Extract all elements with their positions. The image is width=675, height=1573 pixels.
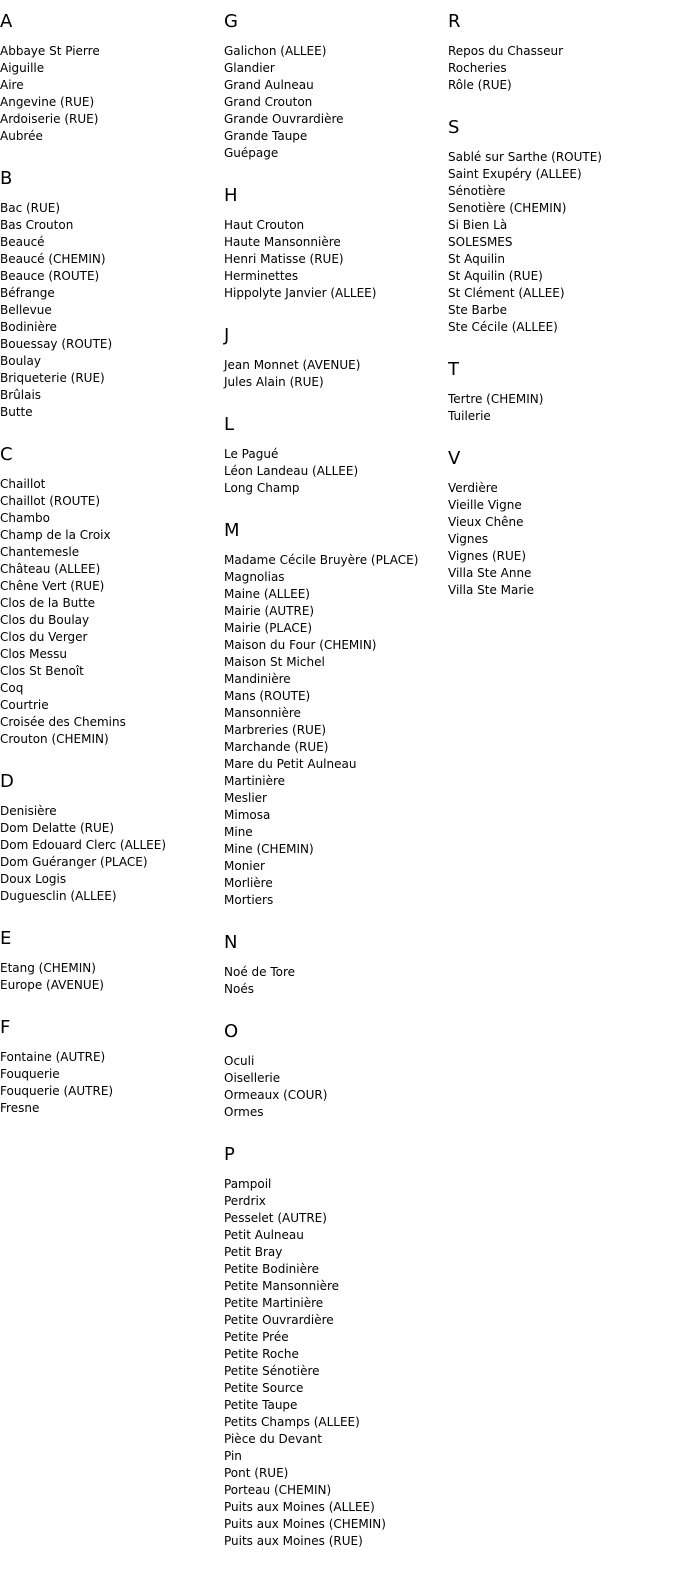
street-name: Denisière: [0, 804, 57, 818]
street-name: Petite Martinière: [224, 1296, 324, 1310]
street-name: Petite Bodinière: [224, 1262, 320, 1276]
street-name: Oculi: [224, 1054, 255, 1068]
street-name: Maison St Michel: [224, 655, 325, 669]
street-name: Noé de Tore: [224, 965, 296, 979]
street-name: Briqueterie (RUE): [0, 371, 105, 385]
street-name: Rocheries: [448, 61, 507, 75]
street-list: [0, 190, 224, 433]
street-name: Fouquerie: [0, 1067, 60, 1081]
street-name: Sablé sur Sarthe (ROUTE): [448, 150, 602, 164]
section-letter-heading: G: [224, 11, 238, 32]
letter-section: [448, 106, 675, 348]
letter-section: [0, 433, 224, 760]
street-name: Angevine (RUE): [0, 95, 95, 109]
street-index-column-2: [224, 0, 448, 1562]
street-name: Puits aux Moines (CHEMIN): [224, 1517, 386, 1531]
street-list: [0, 466, 224, 760]
street-name: Grand Aulneau: [224, 78, 314, 92]
section-letter-heading: J: [224, 325, 230, 346]
street-name: Europe (AVENUE): [0, 978, 104, 992]
letter-section: [448, 0, 675, 106]
street-name: Marchande (RUE): [224, 740, 329, 754]
street-name: Ste Barbe: [448, 303, 508, 317]
street-name: Vignes: [448, 532, 489, 546]
section-letter-heading: R: [448, 11, 461, 32]
street-list: [224, 436, 448, 509]
street-name: Perdrix: [224, 1194, 266, 1208]
street-list: [224, 542, 448, 921]
street-name: Guépage: [224, 146, 279, 160]
street-list: [224, 1166, 448, 1562]
street-name: Petite Taupe: [224, 1398, 298, 1412]
street-name: Clos St Benoît: [0, 664, 84, 678]
street-name: Clos du Boulay: [0, 613, 90, 627]
street-list: [224, 347, 448, 403]
street-name: Crouton (CHEMIN): [0, 732, 109, 746]
street-name: St Aquilin: [448, 252, 505, 266]
street-name: Tuilerie: [448, 409, 491, 423]
street-name: Meslier: [224, 791, 267, 805]
letter-section: [224, 314, 448, 403]
section-letter-heading: A: [0, 11, 13, 32]
street-name: Béfrange: [0, 286, 55, 300]
street-name: Ormes: [224, 1105, 264, 1119]
street-name: Chaillot: [0, 477, 46, 491]
street-name: Bac (RUE): [0, 201, 61, 215]
street-name: Grande Taupe: [224, 129, 308, 143]
section-letter-heading: S: [448, 117, 460, 138]
letter-section: [0, 917, 224, 1006]
street-name: Fresne: [0, 1101, 40, 1115]
street-name: Abbaye St Pierre: [0, 44, 100, 58]
street-name: Bodinière: [0, 320, 57, 334]
street-name: Petits Champs (ALLEE): [224, 1415, 360, 1429]
street-name: Clos Messu: [0, 647, 67, 661]
street-index-column-1: [0, 0, 224, 1129]
street-name: Chaillot (ROUTE): [0, 494, 101, 508]
street-name: Duguesclin (ALLEE): [0, 889, 117, 903]
street-name: Morlière: [224, 876, 273, 890]
street-list: [224, 33, 448, 174]
street-name: Le Pagué: [224, 447, 279, 461]
street-list: [448, 139, 675, 348]
section-letter-heading: H: [224, 185, 238, 206]
street-name: Chantemesle: [0, 545, 80, 559]
street-name: Fouquerie (AUTRE): [0, 1084, 114, 1098]
street-name: SOLESMES: [448, 235, 513, 249]
letter-section: [224, 1010, 448, 1133]
street-name: Mine: [224, 825, 253, 839]
street-name: Verdière: [448, 481, 498, 495]
street-name: Fontaine (AUTRE): [0, 1050, 106, 1064]
section-letter-heading: C: [0, 444, 13, 465]
section-letter-heading: D: [0, 771, 14, 792]
street-list: [224, 954, 448, 1010]
section-letter-heading: F: [0, 1017, 11, 1038]
street-name: Petite Roche: [224, 1347, 299, 1361]
street-name: Tertre (CHEMIN): [448, 392, 544, 406]
section-letter-heading: P: [224, 1144, 235, 1165]
letter-section: [448, 348, 675, 437]
street-name: Jules Alain (RUE): [224, 375, 324, 389]
street-name: Chambo: [0, 511, 50, 525]
street-name: Aire: [0, 78, 24, 92]
letter-section: [0, 1006, 224, 1129]
street-list: [448, 470, 675, 611]
letter-section: [0, 157, 224, 433]
street-name: Doux Logis: [0, 872, 67, 886]
street-name: Oisellerie: [224, 1071, 281, 1085]
street-name: Puits aux Moines (RUE): [224, 1534, 363, 1548]
street-name: Léon Landeau (ALLEE): [224, 464, 359, 478]
street-list: [0, 33, 224, 157]
street-list: [224, 1043, 448, 1133]
street-name: Villa Ste Marie: [448, 583, 534, 597]
street-name: Henri Matisse (RUE): [224, 252, 344, 266]
street-name: Noés: [224, 982, 254, 996]
section-letter-heading: O: [224, 1021, 239, 1042]
letter-section: [224, 403, 448, 509]
street-name: Jean Monnet (AVENUE): [224, 358, 361, 372]
street-list: [224, 207, 448, 314]
street-name: Mansonnière: [224, 706, 301, 720]
section-letter-heading: E: [0, 928, 12, 949]
street-name: Dom Delatte (RUE): [0, 821, 115, 835]
letter-section: [224, 509, 448, 921]
street-list: [448, 381, 675, 437]
street-name: Rôle (RUE): [448, 78, 512, 92]
street-name: Mairie (PLACE): [224, 621, 313, 635]
street-name: Maison du Four (CHEMIN): [224, 638, 377, 652]
section-letter-heading: L: [224, 414, 235, 435]
street-name: Herminettes: [224, 269, 299, 283]
street-name: Vignes (RUE): [448, 549, 527, 563]
street-name: Marbreries (RUE): [224, 723, 327, 737]
letter-section: [0, 0, 224, 157]
street-name: Bouessay (ROUTE): [0, 337, 113, 351]
street-name: Haute Mansonnière: [224, 235, 341, 249]
street-name: Courtrie: [0, 698, 49, 712]
street-name: Puits aux Moines (ALLEE): [224, 1500, 375, 1514]
street-name: Vieux Chêne: [448, 515, 524, 529]
street-name: Petite Ouvrardière: [224, 1313, 334, 1327]
street-name: Sénotière: [448, 184, 506, 198]
street-name: Mandinière: [224, 672, 291, 686]
street-name: Pièce du Devant: [224, 1432, 322, 1446]
street-name: Petite Mansonnière: [224, 1279, 340, 1293]
street-name: Bas Crouton: [0, 218, 74, 232]
street-name: St Aquilin (RUE): [448, 269, 543, 283]
letter-section: [224, 0, 448, 174]
street-name: Mine (CHEMIN): [224, 842, 314, 856]
street-name: Mortiers: [224, 893, 274, 907]
section-letter-heading: T: [448, 359, 459, 380]
street-name: Monier: [224, 859, 265, 873]
street-name: Etang (CHEMIN): [0, 961, 96, 975]
street-name: Champ de la Croix: [0, 528, 111, 542]
street-name: Petite Sénotière: [224, 1364, 320, 1378]
street-name: Si Bien Là: [448, 218, 508, 232]
street-name: Saint Exupéry (ALLEE): [448, 167, 582, 181]
street-name: Mans (ROUTE): [224, 689, 311, 703]
street-name: Ste Cécile (ALLEE): [448, 320, 558, 334]
street-name: Clos de la Butte: [0, 596, 96, 610]
letter-section: [224, 174, 448, 314]
street-name: Mairie (AUTRE): [224, 604, 315, 618]
street-name: Glandier: [224, 61, 275, 75]
letter-section: [448, 437, 675, 611]
street-name: Madame Cécile Bruyère (PLACE): [224, 553, 419, 567]
street-name: Vieille Vigne: [448, 498, 522, 512]
street-name: Ardoiserie (RUE): [0, 112, 99, 126]
letter-section: [224, 1133, 448, 1562]
street-name: Grand Crouton: [224, 95, 313, 109]
street-name: Butte: [0, 405, 33, 419]
street-name: Boulay: [0, 354, 41, 368]
street-name: Dom Guéranger (PLACE): [0, 855, 148, 869]
street-name: Clos du Verger: [0, 630, 88, 644]
street-name: Coq: [0, 681, 24, 695]
street-name: Porteau (CHEMIN): [224, 1483, 332, 1497]
street-name: Petit Aulneau: [224, 1228, 304, 1242]
street-name: Galichon (ALLEE): [224, 44, 327, 58]
street-name: Martinière: [224, 774, 286, 788]
street-name: Beaucé (CHEMIN): [0, 252, 106, 266]
street-name: Beauce (ROUTE): [0, 269, 100, 283]
street-name: Petite Prée: [224, 1330, 289, 1344]
street-list: [0, 793, 224, 917]
section-letter-heading: N: [224, 932, 238, 953]
street-name: Croisée des Chemins: [0, 715, 126, 729]
street-name: Beaucé: [0, 235, 45, 249]
street-index-column-3: [448, 0, 675, 611]
street-list: [0, 950, 224, 1006]
letter-section: [0, 760, 224, 917]
section-letter-heading: V: [448, 448, 461, 469]
street-name: Senotière (CHEMIN): [448, 201, 567, 215]
street-name: Pont (RUE): [224, 1466, 289, 1480]
street-name: Ormeaux (COUR): [224, 1088, 328, 1102]
street-name: St Clément (ALLEE): [448, 286, 565, 300]
street-name: Château (ALLEE): [0, 562, 101, 576]
street-name: Long Champ: [224, 481, 300, 495]
section-letter-heading: B: [0, 168, 13, 189]
street-name: Chêne Vert (RUE): [0, 579, 105, 593]
street-name: Hippolyte Janvier (ALLEE): [224, 286, 377, 300]
street-name: Haut Crouton: [224, 218, 305, 232]
street-name: Pesselet (AUTRE): [224, 1211, 327, 1225]
street-name: Maine (ALLEE): [224, 587, 310, 601]
street-name: Petite Source: [224, 1381, 304, 1395]
street-name: Brûlais: [0, 388, 42, 402]
street-name: Grande Ouvrardière: [224, 112, 344, 126]
street-name: Bellevue: [0, 303, 52, 317]
section-letter-heading: M: [224, 520, 240, 541]
street-name: Pampoil: [224, 1177, 272, 1191]
street-name: Mare du Petit Aulneau: [224, 757, 357, 771]
street-name: Magnolias: [224, 570, 285, 584]
letter-section: [224, 921, 448, 1010]
street-name: Aiguille: [0, 61, 45, 75]
street-name: Dom Edouard Clerc (ALLEE): [0, 838, 167, 852]
street-name: Petit Bray: [224, 1245, 283, 1259]
street-list: [0, 1039, 224, 1129]
street-name: Aubrée: [0, 129, 43, 143]
street-list: [448, 33, 675, 106]
street-name: Mimosa: [224, 808, 271, 822]
street-name: Pin: [224, 1449, 242, 1463]
street-name: Villa Ste Anne: [448, 566, 532, 580]
street-name: Repos du Chasseur: [448, 44, 564, 58]
